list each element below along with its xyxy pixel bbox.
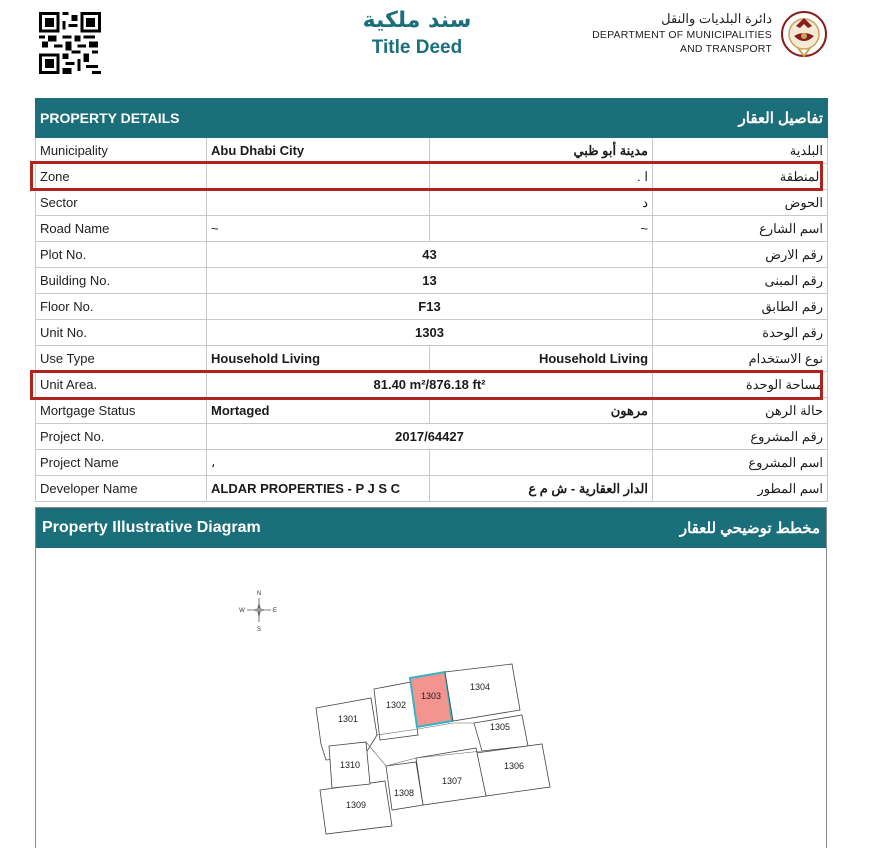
unit-1303-label: 1303: [420, 691, 442, 701]
road-name-label-ar: اسم الشارع: [653, 216, 828, 242]
property-details-heading-en: PROPERTY DETAILS: [36, 99, 430, 138]
table-row: [36, 242, 828, 268]
unit-1306-label: 1306: [503, 761, 525, 771]
sector-label: Sector: [36, 190, 207, 216]
unit-no-label: Unit No.: [36, 320, 207, 346]
sector-value: [207, 190, 430, 216]
project-name-label-ar: اسم المشروع: [653, 450, 828, 476]
zone-label: Zone: [36, 164, 207, 190]
abu-dhabi-emblem-icon: [778, 6, 830, 64]
compass-icon: [239, 591, 277, 633]
project-name-label: Project Name: [36, 450, 207, 476]
compass-north-label: N: [256, 591, 262, 597]
department-name-english-line2: AND TRANSPORT: [679, 43, 772, 55]
unit-1308-shape: [386, 762, 423, 810]
unit-1304-shape: [445, 664, 520, 721]
project-name-value-ar: [430, 450, 653, 476]
municipality-value: Abu Dhabi City: [207, 138, 430, 164]
use-type-value: Household Living: [207, 346, 430, 372]
property-details-table: [35, 98, 828, 502]
compass-east-label: E: [272, 608, 278, 614]
property-diagram-header: [36, 508, 826, 548]
table-row: [36, 476, 828, 502]
table-row: [36, 450, 828, 476]
table-row: [36, 190, 828, 216]
unit-1304-label: 1304: [469, 682, 491, 692]
building-no-value: 13: [207, 268, 653, 294]
document-title: [300, 6, 534, 60]
zone-label-ar: المنطقة: [653, 164, 828, 190]
unit-1305-label: 1305: [489, 722, 511, 732]
mortgage-status-value-ar: مرهون: [430, 398, 653, 424]
unit-1302-label: 1302: [385, 700, 407, 710]
property-diagram-heading-en: Property Illustrative Diagram: [42, 519, 261, 536]
unit-area-label: Unit Area.: [36, 372, 207, 398]
road-name-label: Road Name: [36, 216, 207, 242]
department-name-english-line1: DEPARTMENT OF MUNICIPALITIES: [592, 29, 772, 41]
unit-area-highlight-box: [30, 370, 823, 400]
table-row: [36, 294, 828, 320]
unit-area-value: 81.40 m²/876.18 ft²: [207, 372, 653, 398]
municipality-label: Municipality: [36, 138, 207, 164]
building-no-label-ar: رقم المبنى: [653, 268, 828, 294]
unit-1310-label: 1310: [339, 760, 361, 770]
sector-label-ar: الحوض: [653, 190, 828, 216]
project-no-label-ar: رقم المشروع: [653, 424, 828, 450]
municipality-value-ar: مدينة أبو ظبي: [430, 138, 653, 164]
zone-value-ar: ا .: [430, 164, 653, 190]
title-english: Title Deed: [371, 37, 463, 58]
municipality-label-ar: البلدية: [653, 138, 828, 164]
unit-no-label-ar: رقم الوحدة: [653, 320, 828, 346]
property-details-header: [36, 99, 828, 138]
project-no-value: 2017/64427: [207, 424, 653, 450]
developer-name-label-ar: اسم المطور: [653, 476, 828, 502]
unit-1301-label: 1301: [337, 714, 359, 724]
developer-name-label: Developer Name: [36, 476, 207, 502]
plot-no-label: Plot No.: [36, 242, 207, 268]
mortgage-status-label: Mortgage Status: [36, 398, 207, 424]
mortgage-status-value: Mortaged: [207, 398, 430, 424]
use-type-label-ar: نوع الاستخدام: [653, 346, 828, 372]
plot-no-value: 43: [207, 242, 653, 268]
project-name-value: ،: [207, 450, 430, 476]
table-row: [36, 346, 828, 372]
unit-1309-label: 1309: [345, 800, 367, 810]
project-no-label: Project No.: [36, 424, 207, 450]
property-details-heading-ar: تفاصيل العقار: [430, 99, 828, 138]
sector-value-ar: د: [430, 190, 653, 216]
department-name-arabic: دائرة البلديات والنقل: [661, 11, 772, 26]
unit-area-label-ar: مساحة الوحدة: [653, 372, 828, 398]
compass-west-label: W: [239, 608, 245, 614]
table-row: [36, 320, 828, 346]
floor-no-value: F13: [207, 294, 653, 320]
developer-name-value: ALDAR PROPERTIES - P J S C: [207, 476, 430, 502]
building-no-label: Building No.: [36, 268, 207, 294]
road-name-value-ar: ~: [430, 216, 653, 242]
property-diagram-heading-ar: مخطط توضيحي للعقار: [679, 520, 820, 537]
unit-1305-shape: [474, 715, 528, 751]
table-row: [36, 138, 828, 164]
table-row: [36, 424, 828, 450]
table-row: [36, 398, 828, 424]
unit-1307-label: 1307: [441, 776, 463, 786]
property-diagram-section: [35, 507, 827, 848]
table-row: [36, 268, 828, 294]
floor-no-label-ar: رقم الطابق: [653, 294, 828, 320]
plot-no-label-ar: رقم الارض: [653, 242, 828, 268]
title-arabic: سند ملكية: [362, 8, 472, 33]
mortgage-status-label-ar: حالة الرهن: [653, 398, 828, 424]
zone-highlight-box: [30, 161, 823, 191]
floor-no-label: Floor No.: [36, 294, 207, 320]
compass-south-label: S: [256, 627, 262, 633]
floor-plan-diagram: [36, 548, 826, 849]
use-type-value-right: Household Living: [430, 346, 653, 372]
qr-code: [39, 12, 101, 74]
unit-1308-label: 1308: [393, 788, 415, 798]
unit-no-value: 1303: [207, 320, 653, 346]
developer-name-value-ar: الدار العقارية - ش م ع: [430, 476, 653, 502]
department-name: [592, 10, 772, 56]
road-name-value: ~: [207, 216, 430, 242]
table-row: [36, 216, 828, 242]
use-type-label: Use Type: [36, 346, 207, 372]
